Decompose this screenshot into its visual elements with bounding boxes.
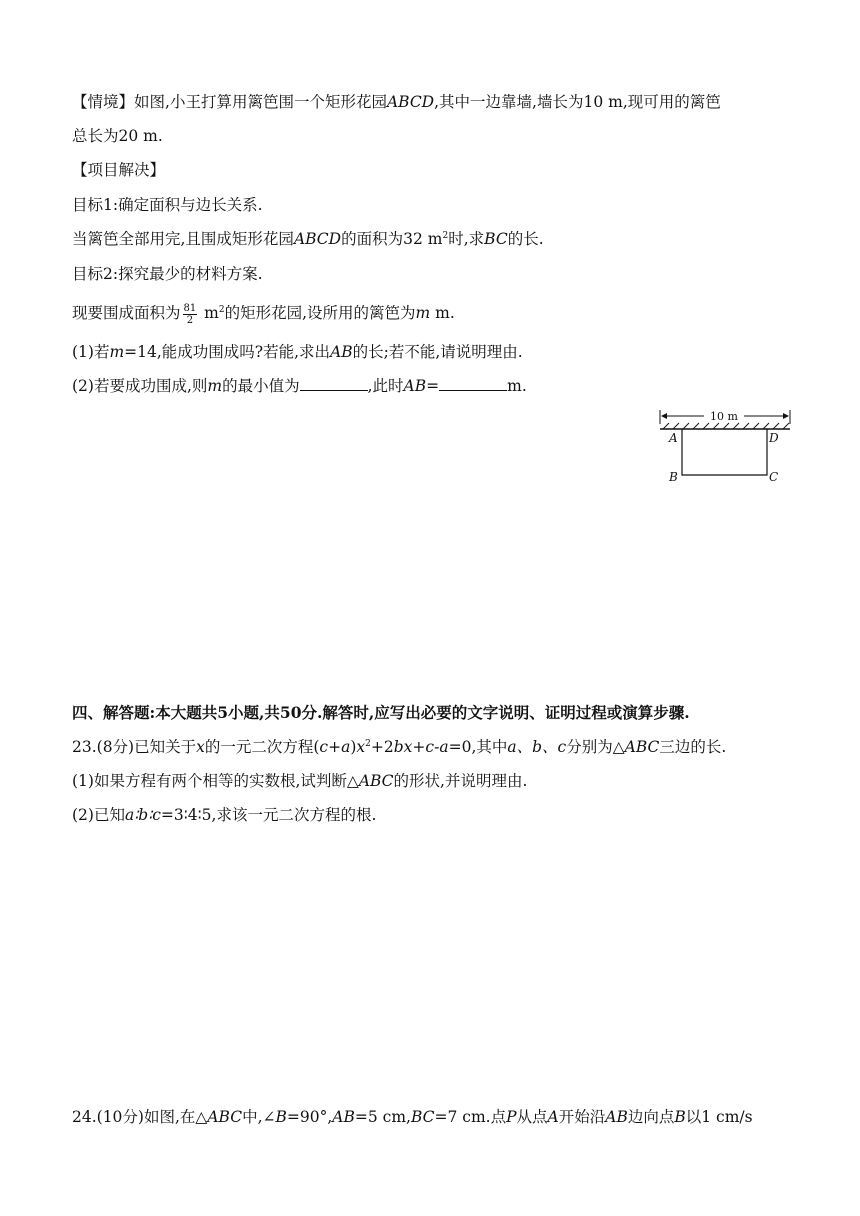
q23-part-2: (2)已知a∶b∶c=3∶4∶5,求该一元二次方程的根. (72, 806, 377, 824)
goal-1: 目标1:确定面积与边长关系. (72, 196, 263, 214)
vertex-a-label: A (669, 431, 678, 445)
q24-stem: 24.(10分)如图,在△ABC中,∠B=90°,AB=5 cm,BC=7 cm.点P从点A开始沿AB边向点B以1 cm/s (72, 1108, 753, 1126)
goal-2-question: 现要围成面积为 $\frac{81}{2}$ $m^2$的矩形花园,设所用的篱笆为m m. (72, 302, 455, 326)
goal-1-question: 当篱笆全部用完,且围成矩形花园ABCD的面积为32 $m^2$时,求BC的长. (72, 230, 544, 248)
sub-question-1: (1)若m=14,能成功围成吗?若能,求出AB的长;若不能,请说明理由. (72, 343, 523, 361)
fence-rectangle (682, 429, 767, 475)
q23-part-1: (1)如果方程有两个相等的实数根,试判断△ABC的形状,并说明理由. (72, 772, 528, 790)
project-tag: 【项目解决】 (72, 161, 166, 179)
area-fraction: $\frac{81}{2}$ (183, 302, 197, 326)
wall-length-label: 10 m (710, 410, 738, 423)
sub-question-2: (2)若要成功围成,则m的最小值为 ,此时AB= m. (72, 377, 527, 395)
vertex-d-label: D (769, 431, 779, 445)
section-4-heading: 四、解答题:本大题共5小题,共50分.解答时,应写出必要的文字说明、证明过程或演算步骤. (72, 703, 690, 722)
answer-blank-ab[interactable] (439, 376, 507, 391)
wall-hatching (663, 423, 789, 429)
situation-line-2: 总长为20 m. (72, 127, 163, 145)
answer-blank-min-m[interactable] (300, 376, 368, 391)
goal-2: 目标2:探究最少的材料方案. (72, 265, 263, 283)
situation-tag: 【情境】 (72, 93, 135, 111)
garden-figure (655, 405, 795, 490)
vertex-c-label: C (769, 470, 779, 484)
q23-stem: 23.(8分)已知关于x的一元二次方程$(c+a)x^2+2bx+c-a=0$,其中a、b、c分别为△ABC三边的长. (72, 738, 727, 756)
vertex-b-label: B (669, 470, 678, 484)
situation-line-1: 【情境】如图,小王打算用篱笆围一个矩形花园ABCD,其中一边靠墙,墙长为10 m,现可用的篱笆 (72, 93, 721, 111)
